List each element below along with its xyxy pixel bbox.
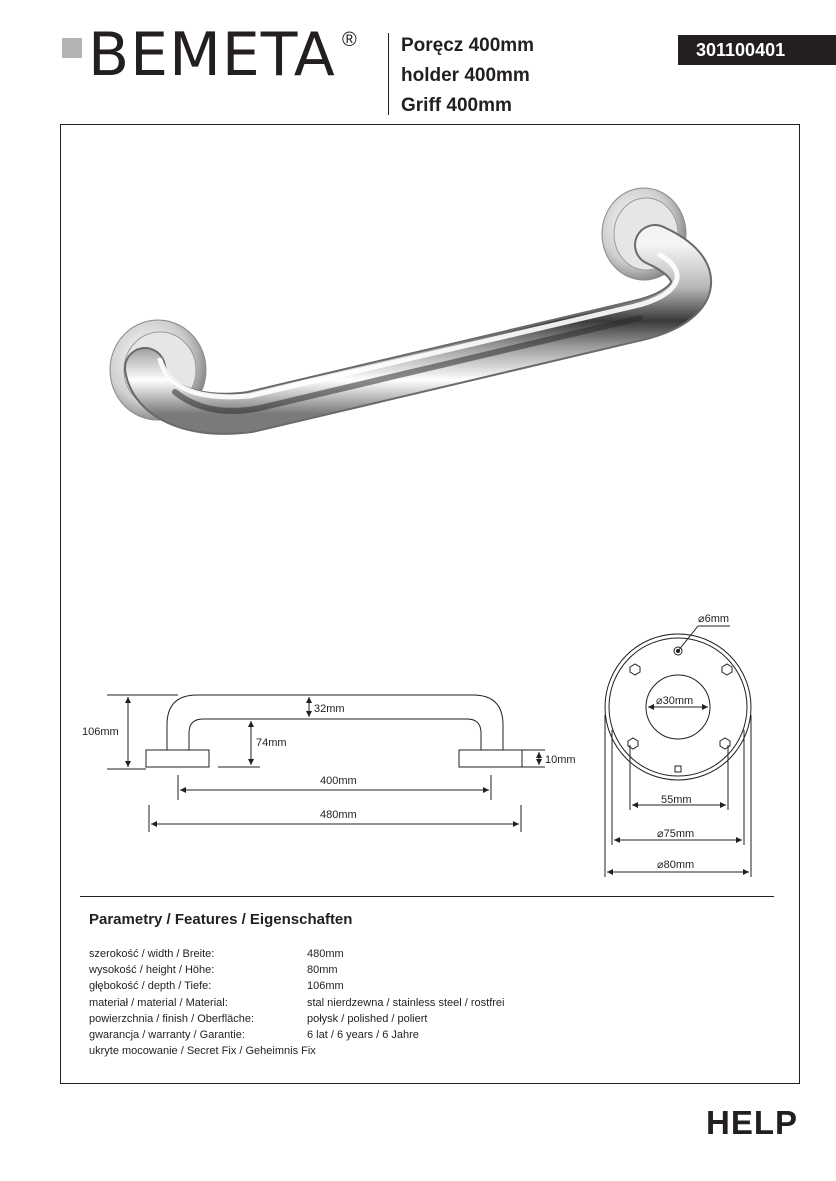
dim-label-480: 480mm xyxy=(320,809,357,821)
base-plate-right xyxy=(459,750,522,767)
feature-label: głębokość / depth / Tiefe: xyxy=(89,980,212,993)
dim-label-80: ⌀80mm xyxy=(657,859,695,871)
base-plate-left xyxy=(146,750,209,767)
title-line-pl: Poręcz 400mm xyxy=(401,35,535,56)
feature-value: 6 lat / 6 years / 6 Jahre xyxy=(307,1028,419,1041)
dim-label-74: 74mm xyxy=(256,737,287,749)
features-divider xyxy=(80,896,774,897)
dim-label-75: ⌀75mm xyxy=(657,828,695,840)
fix-hole-right xyxy=(722,664,732,675)
feature-value: stal nierdzewna / stainless steel / rostfrei xyxy=(307,996,505,1009)
dim-label-32: 32mm xyxy=(314,703,345,715)
front-view-labels xyxy=(656,613,729,871)
feature-value: 80mm xyxy=(307,964,338,977)
brand-logo: BEMETA xyxy=(88,20,336,90)
dim-label-10: 10mm xyxy=(545,754,576,766)
series-name: HELP xyxy=(706,1104,799,1141)
feature-label: ukryte mocowanie / Secret Fix / Geheimnis Fix xyxy=(89,1045,316,1058)
title-line-en: holder 400mm xyxy=(401,65,530,86)
dim-label-55: 55mm xyxy=(661,794,692,806)
grab-bar-photo xyxy=(110,188,691,420)
feature-value: 106mm xyxy=(307,980,344,993)
feature-label: materiał / material / Material: xyxy=(89,996,228,1009)
dim-label-6: ⌀6mm xyxy=(698,613,730,625)
feature-label: szerokość / width / Breite: xyxy=(89,948,215,960)
bar-inner-outline xyxy=(189,719,481,750)
dim-label-400: 400mm xyxy=(320,775,357,787)
feature-value: połysk / polished / poliert xyxy=(307,1012,428,1025)
dim-label-106: 106mm xyxy=(82,726,119,738)
feature-label: powierzchnia / finish / Oberfläche: xyxy=(89,1012,255,1025)
side-view-labels xyxy=(82,703,576,821)
feature-label: gwarancja / warranty / Garantie: xyxy=(89,1028,245,1041)
product-code: 301100401 xyxy=(678,35,836,65)
feature-value: 480mm xyxy=(307,948,344,960)
feature-label: wysokość / height / Höhe: xyxy=(89,964,215,977)
bottom-notch xyxy=(675,766,681,772)
registered-mark: ® xyxy=(342,29,357,51)
fix-hole-left xyxy=(630,664,640,675)
dim-label-30: ⌀30mm xyxy=(656,695,694,707)
features-title: Parametry / Features / Eigenschaften xyxy=(89,911,353,928)
title-line-de: Griff 400mm xyxy=(401,95,512,116)
